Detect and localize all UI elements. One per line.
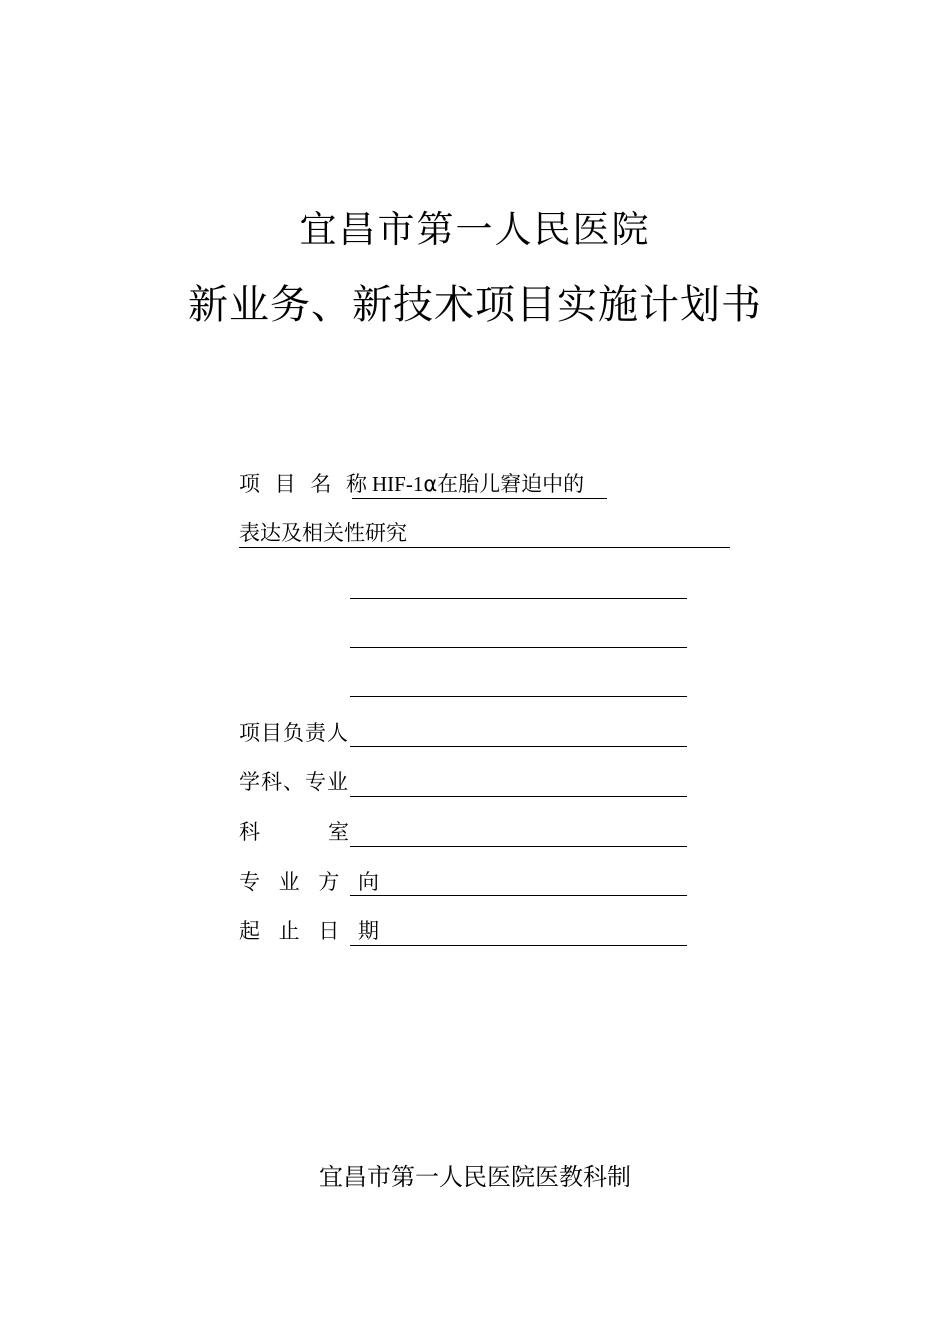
department-label-left: 科 bbox=[239, 820, 260, 844]
project-leader-field[interactable] bbox=[350, 746, 687, 747]
specialty-direction-field[interactable] bbox=[350, 895, 687, 896]
project-name-label: 项 目 名 称 bbox=[239, 472, 372, 496]
project-name-value-line1 bbox=[372, 474, 584, 495]
specialty-direction-label: 专 业 方 向 bbox=[239, 870, 386, 894]
blank-line-2[interactable] bbox=[350, 647, 687, 648]
date-range-label: 起 止 日 期 bbox=[239, 919, 386, 943]
issuer-footer: 宜昌市第一人民医院医教科制 bbox=[319, 1163, 631, 1191]
hospital-title: 宜昌市第一人民医院 bbox=[299, 208, 651, 251]
blank-line-1[interactable] bbox=[350, 598, 687, 599]
discipline-field[interactable] bbox=[350, 796, 687, 797]
project-name-value-line2: 表达及相关性研究 bbox=[239, 521, 407, 545]
project-leader-label: 项目负责人 bbox=[239, 721, 349, 745]
project-name-code: HIF-1 bbox=[372, 472, 424, 496]
document-title: 新业务、新技术项目实施计划书 bbox=[188, 282, 762, 328]
department-label-right: 室 bbox=[328, 820, 349, 844]
project-name-underline-1 bbox=[352, 498, 607, 499]
date-range-field[interactable] bbox=[350, 945, 687, 946]
project-name-text: α在胎儿窘迫中的 bbox=[423, 472, 585, 496]
project-name-underline-2 bbox=[239, 547, 730, 548]
discipline-label: 学科、专业 bbox=[239, 770, 349, 794]
blank-line-3[interactable] bbox=[350, 696, 687, 697]
department-field[interactable] bbox=[350, 846, 687, 847]
